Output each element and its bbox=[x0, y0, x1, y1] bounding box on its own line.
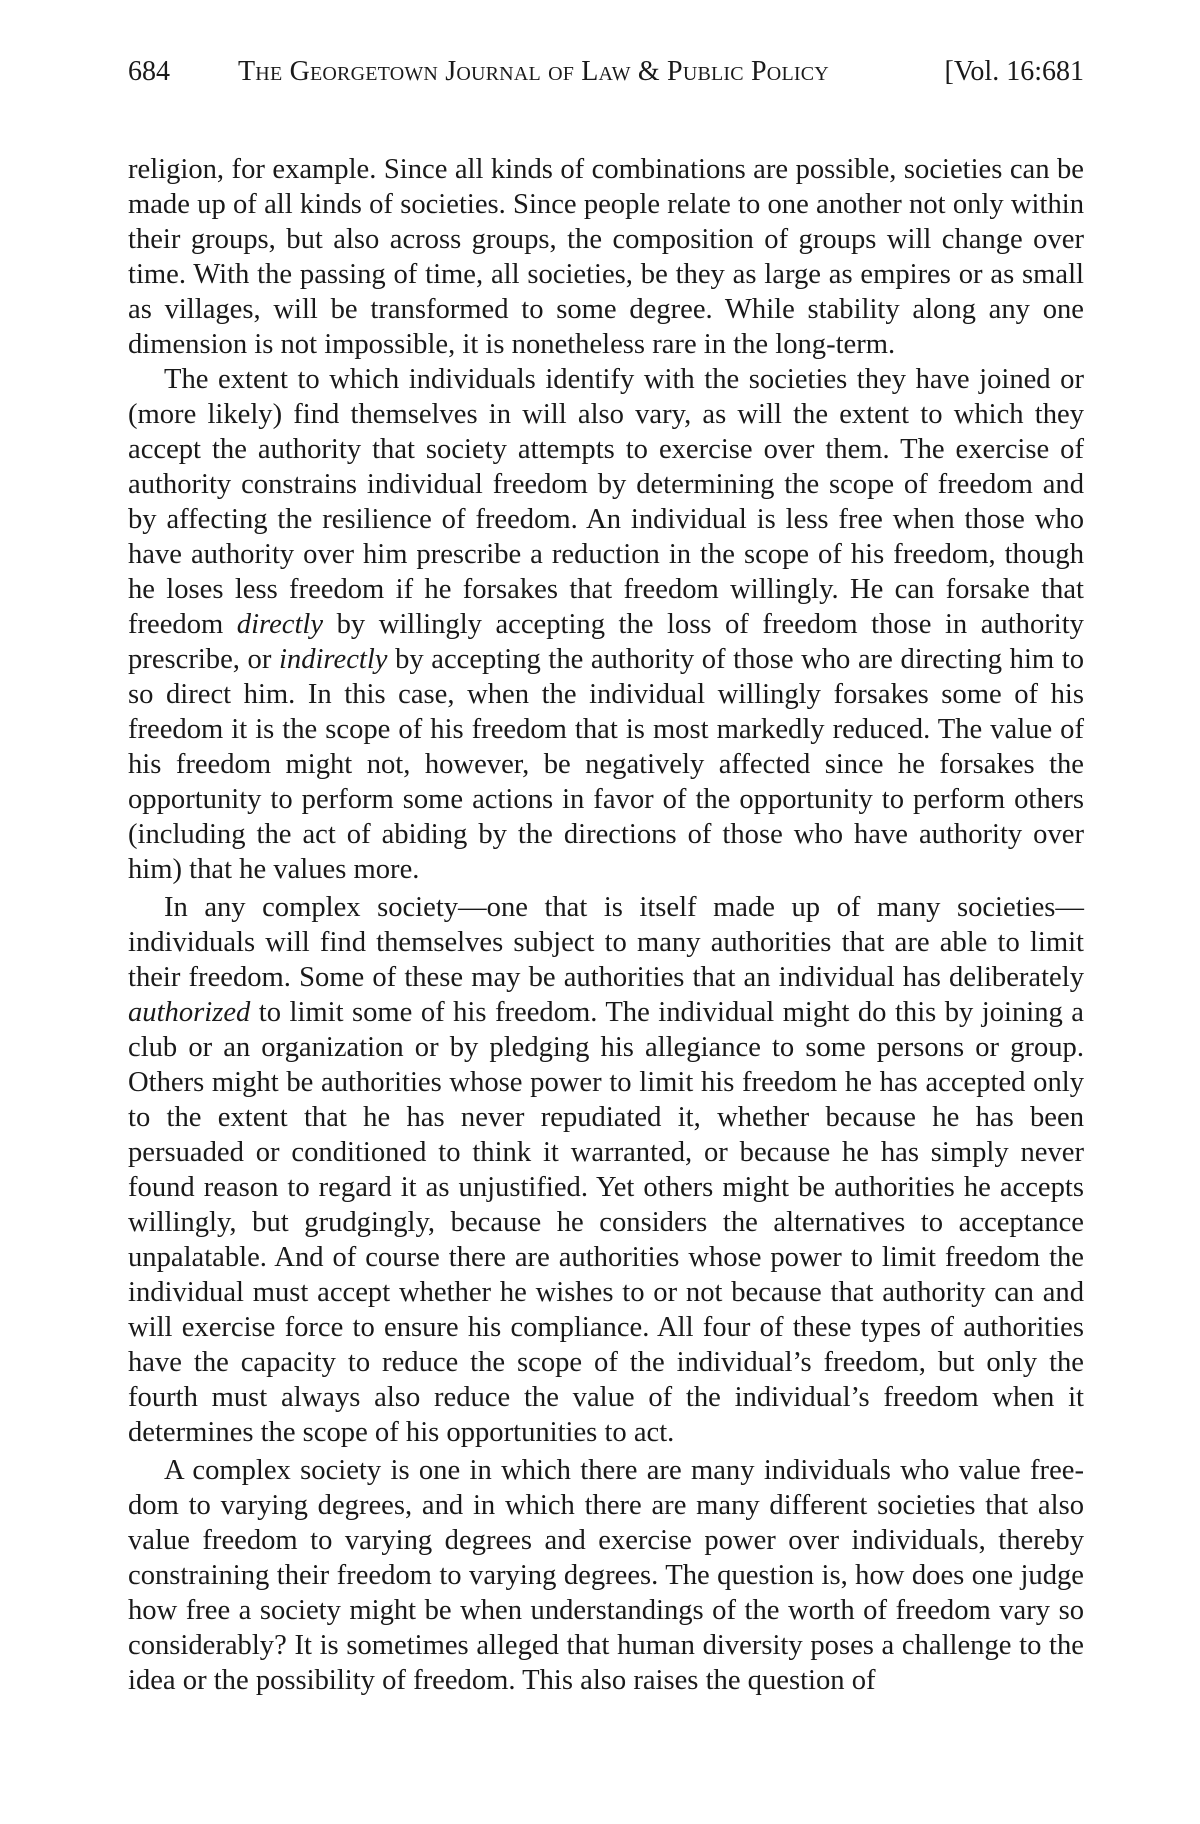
page-number: 684 bbox=[128, 56, 170, 87]
article-body bbox=[128, 152, 1084, 1698]
paragraph bbox=[128, 890, 1084, 1450]
text-run: In any complex society—one that is itself made up of many societies— individuals will find themselves subject to many authorities that are able to limit their freedom. Some of these may be authorities that an individual has deliberately bbox=[128, 892, 1084, 993]
emphasis: directly bbox=[236, 609, 324, 640]
text-run: A complex society is one in which there are many individuals who value freedom to varying degrees, and in which there are many different societies that also value freedom to varying degrees and exercise power over individuals, thereby constraining their freedom to varying degrees. The question is, how does one judge how free a society might be when understandings of the worth of freedom vary so considerably? It is sometimes alleged that human diversity poses a challenge to the idea or the possibility of freedom. This also raises the question of bbox=[128, 1455, 1084, 1696]
text-run: religion, for example. Since all kinds of combinations are possible, societies can be made up of all kinds of societies. Since people relate to one another not only within their groups, but also across groups, the composition of groups will change over time. With the passing of time, all societies, be they as large as empires or as small as villages, will be transformed to some degree. While stability along any one dimension is not impossible, it is nonetheless rare in the long-term. bbox=[128, 154, 1084, 360]
text-run: by accepting the authority of those who are directing him to so direct him. In this case, when the individual willingly forsakes some of his freedom it is the scope of his freedom that is most markedly reduced. The value of his freedom might not, however, be negatively affected since he forsakes the opportunity to perform some actions in favor of the opportunity to perform others (including the act of abiding by the directions of those who have authority over him) that he values more. bbox=[128, 644, 1084, 885]
journal-title: The Georgetown Journal of Law & Public Policy bbox=[238, 56, 829, 87]
paragraph-continued bbox=[128, 152, 1084, 362]
emphasis: indirectly bbox=[278, 644, 388, 675]
volume-citation: [Vol. 16:681 bbox=[944, 56, 1084, 87]
paragraph bbox=[128, 1453, 1084, 1698]
emphasis: authorized bbox=[128, 997, 251, 1028]
paragraph bbox=[128, 362, 1084, 887]
text-run: to limit some of his freedom. The individual might do this by joining a club or an organization or by pledging his allegiance to some persons or group. Others might be authorities whose power to limit his freedom he has accepted only to the extent that he has never repudiated it, whether because he has been persuaded or conditioned to think it warranted, or because he has simply never found reason to regard it as unjustified. Yet others might be authorities he accepts willingly, but grudgingly, because he considers the alternatives to acceptance unpalatable. And of course there are authorities whose power to limit freedom the individual must accept whether he wishes to or not because that authority can and will exercise force to ensure his compliance. All four of these types of authorities have the capacity to reduce the scope of the individual’s freedom, but only the fourth must always also reduce the value of the individual’s freedom when it determines the scope of his opportunities to act. bbox=[128, 997, 1084, 1448]
running-header bbox=[128, 50, 1084, 94]
text-run: The extent to which individuals identify with the societies they have joined or (more likely) find themselves in will also vary, as will the extent to which they accept the authority that society attempts to exercise over them. The exercise of authority constrains individual freedom by determining the scope of freedom and by affecting the resilience of freedom. An individual is less free when those who have authority over him prescribe a reduction in the scope of his freedom, though he loses less freedom if he forsakes that freedom willingly. He can forsake that freedom bbox=[128, 364, 1084, 640]
journal-page bbox=[128, 50, 1084, 1698]
text-run: by willingly accepting the loss of freedom those in authority prescribe, or bbox=[128, 609, 1084, 675]
